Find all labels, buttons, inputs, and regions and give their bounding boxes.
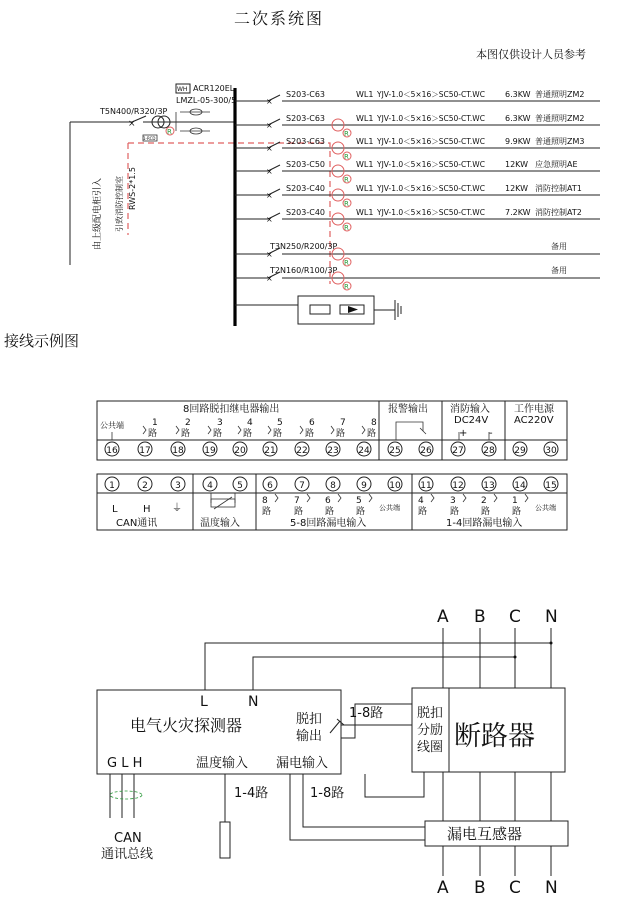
spare-row <box>235 265 600 291</box>
relay-route-labels <box>112 418 377 440</box>
branch-breaker: S203-C40 <box>286 184 325 193</box>
terminal-number: 7 <box>299 481 305 491</box>
terminal-number: 18 <box>172 446 184 456</box>
route-suffix: 路 <box>450 507 460 517</box>
terminal-number: 23 <box>327 446 339 456</box>
terminal-number: 14 <box>514 481 526 491</box>
route-number: 2 <box>185 418 191 428</box>
route-suffix: 路 <box>262 507 272 517</box>
cable-label: RWS-2*1.5 <box>128 167 137 210</box>
temp-label: 温度输入 <box>200 518 240 529</box>
r-marker: R <box>344 224 349 232</box>
terminal-number: 5 <box>237 481 243 491</box>
spare-breaker: T3N250/R200/3P <box>270 242 338 251</box>
relay-route <box>176 418 191 439</box>
route-number: 4 <box>247 418 253 428</box>
incoming-label: 由上级配电柜引入 <box>93 177 103 250</box>
terminal <box>105 477 119 491</box>
wiring-title: 接线示例图 <box>4 332 80 350</box>
glh-label: G L H <box>107 756 143 771</box>
phase-a-bottom: A <box>437 878 449 898</box>
branch-power: 6.3KW <box>505 90 531 99</box>
relay-route <box>331 418 346 439</box>
r-marker: R <box>344 176 349 184</box>
leak-route <box>262 494 278 517</box>
branch-load: 普通照明ZM2 <box>535 90 585 99</box>
phase-c-bottom: C <box>509 878 521 898</box>
route-suffix: 路 <box>273 429 283 439</box>
r-marker: R <box>344 200 349 208</box>
terminal-number: 2 <box>142 481 148 491</box>
ct-title: 漏电互感器 <box>447 825 523 843</box>
terminal <box>451 442 465 456</box>
branch-row <box>235 159 600 184</box>
phase-n-bottom: N <box>545 878 558 898</box>
leak14-label: 1-4回路漏电输入 <box>446 518 523 529</box>
branch-breaker: S203-C40 <box>286 208 325 217</box>
branch-cable: YJV-1.0＜5×16＞SC50-CT.WC <box>377 137 485 146</box>
terminal <box>203 442 217 456</box>
leak-routes-label: 1-8路 <box>310 786 345 801</box>
meter-badge: WH <box>177 86 188 93</box>
branch-cable: YJV-1.0＜5×16＞SC50-CT.WC <box>377 208 485 217</box>
leak-route <box>512 494 528 517</box>
r-marker: R <box>344 259 349 267</box>
r-marker: R <box>344 153 349 161</box>
trip-routes-label: 1-8路 <box>349 706 384 721</box>
spare-load: 备用 <box>551 242 567 251</box>
branch-row <box>235 113 600 138</box>
meter-label: ACR120EL <box>193 84 235 93</box>
route-suffix: 路 <box>356 507 366 517</box>
route-number: 4 <box>418 496 424 506</box>
terminal <box>482 442 496 456</box>
terminal <box>263 442 277 456</box>
branch-breaker: S203-C63 <box>286 137 325 146</box>
coil-label-2: 分励 <box>417 723 444 738</box>
route-number: 6 <box>309 418 315 428</box>
terminal <box>203 477 217 491</box>
breaker-cross-icon: × <box>266 250 273 259</box>
branch-cable: YJV-1.0＜5×16＞SC50-CT.WC <box>377 184 485 193</box>
terminal-number: 29 <box>514 446 526 456</box>
terminal <box>171 442 185 456</box>
route-suffix: 路 <box>294 507 304 517</box>
breaker-cross-icon: × <box>266 97 273 106</box>
branch-row <box>235 89 600 106</box>
relay-common-label: 公共端 <box>100 421 124 430</box>
branch-power: 12KW <box>505 160 529 169</box>
detector-title: 电气火灾探测器 <box>130 716 243 735</box>
leak-route <box>294 494 310 517</box>
relay-route <box>362 418 377 439</box>
breaker-title: 断路器 <box>454 721 535 752</box>
phase-b-bottom: B <box>474 878 486 898</box>
can-h-label: H <box>143 504 151 515</box>
terminal <box>513 442 527 456</box>
trip-out-label-1: 脱扣 <box>296 712 323 727</box>
leak-route <box>356 494 372 517</box>
branch-row <box>235 207 600 232</box>
terminal-number: 10 <box>389 481 401 491</box>
terminal <box>233 477 247 491</box>
leak14-common-label: 公共端 <box>535 504 556 512</box>
route-suffix: 路 <box>325 507 335 517</box>
terminal-number: 26 <box>420 446 432 456</box>
can-label-1: CAN <box>114 831 142 846</box>
branch-power: 7.2KW <box>505 208 531 217</box>
control-room-label: 引致消防控制室 <box>115 176 124 232</box>
detector-n-label: N <box>248 694 259 710</box>
r-marker: R <box>344 283 349 291</box>
terminal-number: 21 <box>264 446 276 456</box>
terminal-number: 25 <box>389 446 401 456</box>
terminal-number: 13 <box>483 481 495 491</box>
terminal-number: 19 <box>204 446 216 456</box>
terminal <box>105 442 119 456</box>
temperature-sensor-icon <box>220 822 230 858</box>
terminal <box>357 442 371 456</box>
terminal <box>171 477 185 491</box>
fire-input-label: 消防输入 <box>450 404 490 415</box>
branch-row <box>235 183 600 208</box>
can-l-label: L <box>112 504 118 515</box>
branch-row <box>235 136 600 161</box>
breaker-cross-icon: × <box>266 121 273 130</box>
ground-icon: ⏚ <box>172 503 182 514</box>
incoming-breaker-label: T5N400/R320/3P <box>100 107 168 116</box>
surge-protector <box>235 296 401 324</box>
relay-route <box>300 418 315 439</box>
leak58-label: 5-8回路漏电输入 <box>290 518 367 529</box>
phase-a-top: A <box>437 607 449 627</box>
branch-circuits <box>235 89 600 291</box>
route-suffix: 路 <box>305 429 315 439</box>
route-number: 8 <box>371 418 377 428</box>
leak-route <box>481 494 497 517</box>
branch-breaker: S203-C63 <box>286 114 325 123</box>
alarm-group-label: 报警输出 <box>388 404 428 415</box>
power-group-label: 工作电源 <box>514 404 554 415</box>
route-number: 3 <box>450 496 456 506</box>
terminal <box>419 477 433 491</box>
terminal <box>295 477 309 491</box>
r-marker: R <box>344 130 349 138</box>
terminal-number: 11 <box>420 481 432 491</box>
terminal <box>357 477 371 491</box>
breaker-cross-icon: × <box>266 274 273 283</box>
route-number: 5 <box>277 418 283 428</box>
temp-in-label: 温度输入 <box>196 756 249 771</box>
spare-load: 备用 <box>551 266 567 275</box>
terminal-number: 24 <box>358 446 370 456</box>
branch-cable: YJV-1.0＜5×16＞SC50-CT.WC <box>377 90 485 99</box>
branch-power: 12KW <box>505 184 529 193</box>
route-suffix: 路 <box>367 429 377 439</box>
route-suffix: 路 <box>418 507 428 517</box>
leak-route <box>418 494 434 517</box>
route-suffix: 路 <box>512 507 522 517</box>
route-number: 1 <box>152 418 158 428</box>
minus-label: - <box>489 428 493 439</box>
terminal-number: 16 <box>106 446 118 456</box>
branch-load: 消防控制AT2 <box>535 208 582 217</box>
terminal-number: 28 <box>483 446 495 456</box>
terminal-number: 15 <box>545 481 557 491</box>
spare-breaker: T2N160/R100/3P <box>270 266 338 275</box>
terminal-number: 17 <box>139 446 151 456</box>
route-suffix: 路 <box>243 429 253 439</box>
coil-label-3: 线圈 <box>417 740 444 755</box>
terminal <box>388 442 402 456</box>
route-number: 6 <box>325 496 331 506</box>
terminal <box>544 442 558 456</box>
phase-c-top: C <box>509 607 521 627</box>
terminal <box>326 477 340 491</box>
terminal-number: 12 <box>452 481 464 491</box>
leak58-common-label: 公共端 <box>379 504 400 512</box>
branch-line: WL1 <box>356 137 374 146</box>
terminal <box>138 477 152 491</box>
terminal-number: 8 <box>330 481 336 491</box>
leak-route <box>325 494 341 517</box>
breaker-cross-icon: × <box>266 191 273 200</box>
trip-out-label-2: 输出 <box>296 729 323 744</box>
can-label: CAN通讯 <box>116 518 158 529</box>
branch-breaker: S203-C50 <box>286 160 325 169</box>
branch-load: 消防控制AT1 <box>535 184 582 193</box>
terminal <box>451 477 465 491</box>
terminal-number: 30 <box>545 446 557 456</box>
route-number: 3 <box>217 418 223 428</box>
detector-l-label: L <box>200 694 208 710</box>
branch-power: 6.3KW <box>505 114 531 123</box>
ct-label: LMZL-05-300/5 <box>176 96 237 105</box>
page-title: 二次系统图 <box>234 9 325 28</box>
top-terminals <box>105 442 558 456</box>
leak-in-label: 漏电输入 <box>276 756 329 771</box>
branch-load: 普通照明ZM3 <box>535 137 585 146</box>
terminal <box>326 442 340 456</box>
plus-label: + <box>459 428 468 439</box>
route-suffix: 路 <box>181 429 191 439</box>
leak-route <box>450 494 466 517</box>
terminal-number: 3 <box>175 481 181 491</box>
branch-cable: YJV-1.0＜5×16＞SC50-CT.WC <box>377 160 485 169</box>
terminal-number: 9 <box>361 481 367 491</box>
terminal <box>233 442 247 456</box>
breaker-cross-icon: × <box>128 119 136 129</box>
route-number: 1 <box>512 496 518 506</box>
terminal-number: 4 <box>207 481 213 491</box>
terminal <box>419 442 433 456</box>
terminal <box>138 442 152 456</box>
r-marker: R <box>167 128 172 136</box>
power-voltage-label: AC220V <box>514 415 554 426</box>
route-suffix: 路 <box>213 429 223 439</box>
route-number: 7 <box>294 496 300 506</box>
reference-note: 本图仅供设计人员参考 <box>476 48 586 61</box>
branch-load: 应急照明AE <box>535 160 578 169</box>
rcd-box: 1-RCD <box>143 136 156 141</box>
relay-route <box>238 418 253 439</box>
route-number: 5 <box>356 496 362 506</box>
terminal-number: 6 <box>267 481 273 491</box>
route-suffix: 路 <box>481 507 491 517</box>
relay-route <box>143 418 158 439</box>
breaker-cross-icon: × <box>266 167 273 176</box>
route-suffix: 路 <box>336 429 346 439</box>
terminal <box>388 477 402 491</box>
branch-line: WL1 <box>356 114 374 123</box>
terminal <box>263 477 277 491</box>
branch-line: WL1 <box>356 208 374 217</box>
branch-line: WL1 <box>356 160 374 169</box>
can-label-2: 通讯总线 <box>101 847 154 862</box>
coil-label-1: 脱扣 <box>417 706 444 721</box>
breaker-cross-icon: × <box>266 144 273 153</box>
terminal-number: 1 <box>109 481 115 491</box>
terminal <box>544 477 558 491</box>
fire-voltage-label: DC24V <box>454 415 489 426</box>
terminal <box>513 477 527 491</box>
branch-breaker: S203-C63 <box>286 90 325 99</box>
relay-route <box>268 418 283 439</box>
bottom-terminals <box>105 477 558 491</box>
terminal <box>295 442 309 456</box>
route-number: 8 <box>262 496 268 506</box>
route-number: 2 <box>481 496 487 506</box>
terminal-number: 27 <box>452 446 464 456</box>
shield-icon <box>110 791 142 799</box>
branch-line: WL1 <box>356 90 374 99</box>
relay-group-label: 8回路脱扣继电器输出 <box>183 404 280 415</box>
branch-line: WL1 <box>356 184 374 193</box>
route-suffix: 路 <box>148 429 158 439</box>
branch-cable: YJV-1.0＜5×16＞SC50-CT.WC <box>377 114 485 123</box>
terminal-number: 22 <box>296 446 308 456</box>
branch-load: 普通照明ZM2 <box>535 114 585 123</box>
relay-route <box>208 418 223 439</box>
route-number: 7 <box>340 418 346 428</box>
breaker-cross-icon: × <box>266 215 273 224</box>
connection-diagram <box>97 607 568 898</box>
terminal <box>482 477 496 491</box>
terminal-number: 20 <box>234 446 246 456</box>
temp-routes-label: 1-4路 <box>234 786 269 801</box>
spare-row <box>235 241 600 267</box>
phase-n-top: N <box>545 607 558 627</box>
phase-b-top: B <box>474 607 486 627</box>
branch-power: 9.9KW <box>505 137 531 146</box>
